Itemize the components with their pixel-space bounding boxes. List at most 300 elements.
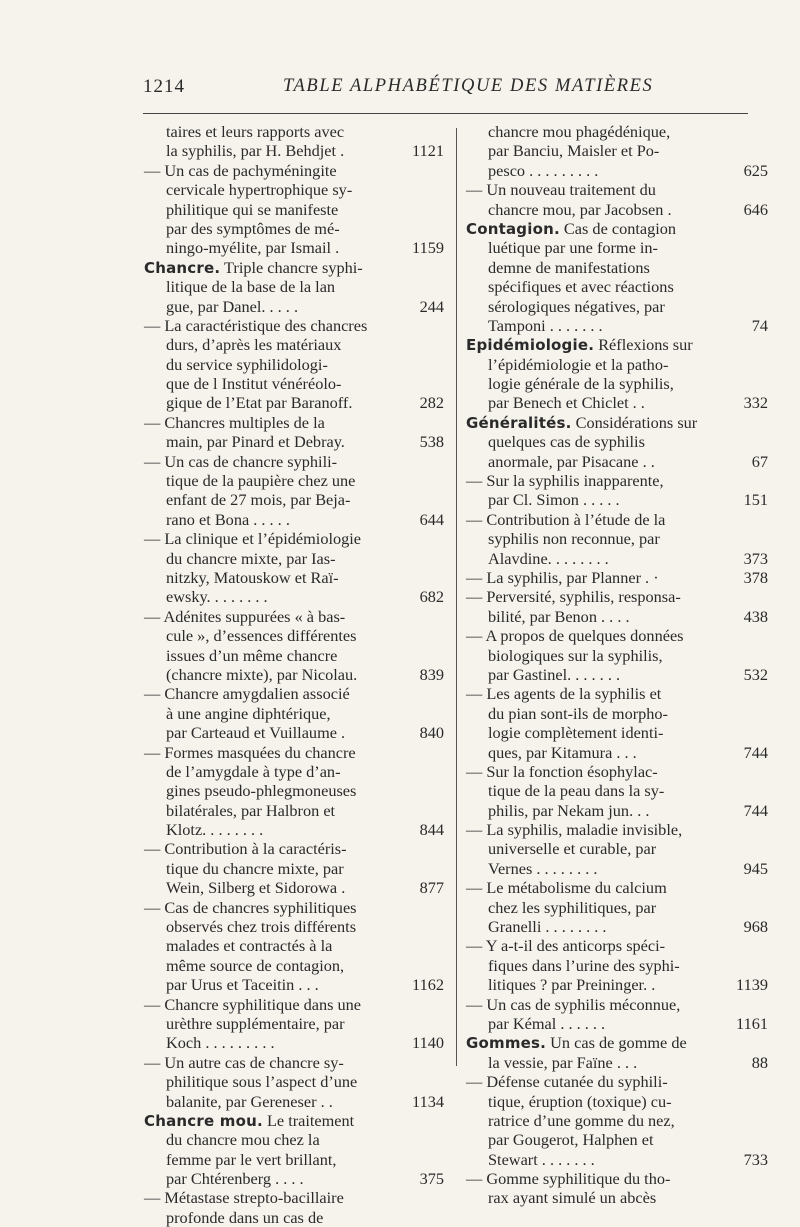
entry-line xyxy=(466,878,768,897)
page-reference: 744 xyxy=(743,742,768,762)
index-entry xyxy=(144,316,444,413)
index-entry xyxy=(144,529,444,607)
entry-line xyxy=(466,413,768,432)
entry-line xyxy=(144,1150,444,1169)
entry-text: logie générale de la syphilis, xyxy=(488,374,674,394)
entry-text: cervicale hypertrophique sy- xyxy=(166,180,353,200)
entry-text: ratrice d’une gomme du nez, xyxy=(488,1110,675,1130)
entry-text: philis, par Nekam jun. . . xyxy=(488,800,650,820)
index-entry xyxy=(466,587,768,626)
entry-text: — Les agents de la syphilis et xyxy=(466,684,662,704)
entry-text: gique de l’Etat par Baranoff. xyxy=(166,393,353,413)
entry-text: observés chez trois différents xyxy=(166,917,357,937)
entry-text: Triple chancre syphi- xyxy=(220,257,363,277)
entry-text: Vernes . . . . . . . . xyxy=(488,858,598,878)
entry-text: — Chancre syphilitique dans une xyxy=(144,994,362,1014)
entry-line xyxy=(466,258,768,277)
entry-text: par Benech et Chiclet . . xyxy=(488,393,645,413)
entry-text: — Un nouveau traitement du xyxy=(466,180,656,200)
entry-line xyxy=(466,936,768,955)
index-entry xyxy=(466,1072,768,1169)
index-entry xyxy=(466,684,768,762)
entry-line xyxy=(144,529,444,548)
entry-text: par Carteaud et Vuillaume . xyxy=(166,723,346,743)
page-reference: 646 xyxy=(743,199,768,219)
page-reference: 532 xyxy=(743,664,768,684)
page-reference: 1162 xyxy=(412,975,444,995)
entry-text: par Kémal . . . . . . xyxy=(488,1013,606,1033)
page-reference: 375 xyxy=(419,1169,444,1189)
entry-line xyxy=(144,762,444,781)
entry-line xyxy=(466,393,768,412)
entry-line xyxy=(466,141,768,160)
entry-text: que de l Institut vénéréolo- xyxy=(166,374,342,394)
page-number: 1214 xyxy=(143,76,185,97)
entry-text: Granelli . . . . . . . . xyxy=(488,917,607,937)
entry-text: ewsky. . . . . . . . xyxy=(166,587,268,607)
entry-line xyxy=(144,587,444,606)
entry-line xyxy=(466,297,768,316)
entry-line xyxy=(144,665,444,684)
entry-line xyxy=(144,1033,444,1052)
entry-line xyxy=(144,122,444,141)
entry-text: la syphilis, par H. Behdjet . xyxy=(166,141,345,161)
entry-line xyxy=(466,335,768,354)
entry-keyword: Généralités. xyxy=(466,413,572,432)
entry-line xyxy=(466,1072,768,1091)
entry-line xyxy=(466,316,768,335)
entry-text: biologiques sur la syphilis, xyxy=(488,645,663,665)
entry-text: chancre mou phagédénique, xyxy=(488,122,671,141)
entry-line xyxy=(144,258,444,277)
entry-line xyxy=(466,374,768,393)
entry-line xyxy=(144,995,444,1014)
entry-line xyxy=(466,1169,768,1188)
entry-text: issues d’un même chancre xyxy=(166,645,338,665)
entry-text: — Chancre amygdalien associé xyxy=(144,684,350,704)
entry-text: par Urus et Taceitin . . . xyxy=(166,975,319,995)
entry-line xyxy=(466,762,768,781)
entry-line xyxy=(466,898,768,917)
entry-text: syphilis non reconnue, par xyxy=(488,529,660,549)
header-rule xyxy=(143,113,748,114)
page-reference: 844 xyxy=(419,820,444,840)
entry-keyword: Gommes. xyxy=(466,1034,547,1053)
entry-text: bilatérales, par Halbron et xyxy=(166,800,336,820)
entry-line xyxy=(466,529,768,548)
entry-text: rax ayant simulé un abcès xyxy=(488,1188,657,1208)
entry-line xyxy=(144,975,444,994)
entry-text: — La clinique et l’épidémiologie xyxy=(144,529,362,549)
entry-line xyxy=(144,374,444,393)
page-reference: 373 xyxy=(743,548,768,568)
page-reference: 744 xyxy=(743,800,768,820)
entry-line xyxy=(466,180,768,199)
entry-line xyxy=(466,568,768,587)
entry-text: — Gomme syphilitique du tho- xyxy=(466,1169,671,1189)
entry-line xyxy=(144,471,444,490)
entry-text: (chancre mixte), par Nicolau. xyxy=(166,664,358,684)
entry-text: philitique qui se manifeste xyxy=(166,199,339,219)
entry-text: rano et Bona . . . . . xyxy=(166,509,290,529)
index-entry xyxy=(144,1111,444,1189)
entry-line xyxy=(466,917,768,936)
entry-text: — Contribution à la caractéris- xyxy=(144,839,347,859)
entry-line xyxy=(466,859,768,878)
entry-line xyxy=(466,626,768,645)
index-entry xyxy=(466,626,768,684)
index-entry xyxy=(466,568,768,587)
entry-text: litique de la base de la lan xyxy=(166,277,336,297)
index-entry xyxy=(466,936,768,994)
entry-line xyxy=(144,413,444,432)
index-entry xyxy=(466,471,768,510)
entry-text: — Métastase strepto-bacillaire xyxy=(144,1188,344,1208)
entry-text: — Contribution à l’étude de la xyxy=(466,509,666,529)
running-title: TABLE ALPHABÉTIQUE DES MATIÈRES xyxy=(283,76,654,96)
entry-text: anormale, par Pisacane . . xyxy=(488,451,655,471)
page-reference: 1139 xyxy=(736,975,768,995)
entry-line xyxy=(144,1188,444,1207)
page-reference: 67 xyxy=(751,451,768,471)
entry-text: — Un autre cas de chancre sy- xyxy=(144,1052,344,1072)
entry-line xyxy=(466,995,768,1014)
index-entry xyxy=(466,762,768,820)
entry-text: Koch . . . . . . . . . xyxy=(166,1033,275,1053)
entry-text: Cas de contagion xyxy=(559,218,677,238)
entry-text: quelques cas de syphilis xyxy=(488,432,645,452)
index-entry xyxy=(144,607,444,685)
entry-line xyxy=(144,452,444,471)
index-entry xyxy=(144,258,444,316)
entry-line xyxy=(144,200,444,219)
entry-line xyxy=(144,510,444,529)
entry-line xyxy=(144,646,444,665)
page-reference: 74 xyxy=(751,315,768,335)
entry-line xyxy=(466,1053,768,1072)
page-reference: 1134 xyxy=(412,1091,444,1111)
entry-text: — Adénites suppurées « à bas- xyxy=(144,606,346,626)
page-reference: 877 xyxy=(419,878,444,898)
entry-keyword: Contagion. xyxy=(466,219,560,238)
entry-line xyxy=(144,684,444,703)
entry-line xyxy=(466,238,768,257)
entry-text: demne de manifestations xyxy=(488,257,650,277)
left-column xyxy=(144,122,444,1227)
entry-line xyxy=(466,820,768,839)
entry-text: taires et leurs rapports avec xyxy=(166,122,345,141)
entry-text: malades et contractés à la xyxy=(166,936,333,956)
page-reference: 332 xyxy=(743,393,768,413)
entry-line xyxy=(144,878,444,897)
entry-text: urèthre supplémentaire, par xyxy=(166,1013,345,1033)
entry-text: Alavdine. . . . . . . . xyxy=(488,548,609,568)
entry-text: par Chtérenberg . . . . xyxy=(166,1169,304,1189)
index-entry xyxy=(466,820,768,878)
entry-line xyxy=(466,665,768,684)
entry-text: — Un cas de pachyméningite xyxy=(144,160,337,180)
index-entry xyxy=(144,743,444,840)
entry-text: Le traitement xyxy=(262,1110,355,1130)
entry-line xyxy=(466,839,768,858)
entry-text: fiques dans l’urine des syphi- xyxy=(488,955,680,975)
entry-line xyxy=(466,200,768,219)
index-entry xyxy=(144,452,444,530)
entry-text: — Le métabolisme du calcium xyxy=(466,878,667,898)
page-reference: 538 xyxy=(419,432,444,452)
entry-text: profonde dans un cas de xyxy=(166,1207,324,1227)
index-entry xyxy=(466,219,768,335)
entry-line xyxy=(466,1014,768,1033)
entry-text: Réflexions sur xyxy=(594,335,693,355)
entry-text: — Formes masquées du chancre xyxy=(144,742,356,762)
entry-text: — Un cas de chancre syphili- xyxy=(144,451,338,471)
entry-text: du service syphilidologi- xyxy=(166,354,328,374)
entry-text: — Défense cutanée du syphili- xyxy=(466,1072,668,1092)
entry-text: à une angine diphtérique, xyxy=(166,703,331,723)
index-entry xyxy=(466,335,768,413)
page-header xyxy=(143,76,748,102)
entry-line xyxy=(466,1111,768,1130)
entry-line xyxy=(144,743,444,762)
entry-text: sérologiques négatives, par xyxy=(488,296,665,316)
index-entry xyxy=(144,898,444,995)
entry-line xyxy=(144,180,444,199)
entry-text: tique de la peau dans la sy- xyxy=(488,781,665,801)
page-reference: 682 xyxy=(419,587,444,607)
entry-line xyxy=(144,1208,444,1227)
entry-line xyxy=(144,839,444,858)
entry-line xyxy=(144,723,444,742)
entry-line xyxy=(144,490,444,509)
entry-text: du pian sont-ils de morpho- xyxy=(488,703,668,723)
entry-line xyxy=(466,684,768,703)
entry-text: la vessie, par Faïne . . . xyxy=(488,1052,638,1072)
entry-text: cule », d’essences différentes xyxy=(166,626,357,646)
page-reference: 1159 xyxy=(412,238,444,258)
page-reference: 968 xyxy=(743,917,768,937)
entry-line xyxy=(466,723,768,742)
entry-text: bilité, par Benon . . . . xyxy=(488,606,630,626)
index-entry xyxy=(466,1033,768,1072)
entry-text: Klotz. . . . . . . . xyxy=(166,820,264,840)
index-entry xyxy=(144,1188,444,1227)
entry-line xyxy=(144,297,444,316)
index-entry xyxy=(466,180,768,219)
entry-text: pesco . . . . . . . . . xyxy=(488,160,599,180)
entry-text: Un cas de gomme de xyxy=(546,1033,687,1053)
entry-line xyxy=(466,432,768,451)
entry-text: — Sur la syphilis inapparente, xyxy=(466,471,664,491)
entry-line xyxy=(144,393,444,412)
entry-line xyxy=(466,781,768,800)
index-entry xyxy=(144,684,444,742)
entry-line xyxy=(466,122,768,141)
entry-text: Stewart . . . . . . . xyxy=(488,1149,595,1169)
entry-text: — La syphilis, maladie invisible, xyxy=(466,820,683,840)
entry-text: par Cl. Simon . . . . . xyxy=(488,490,620,510)
entry-text: litiques ? par Preininger. . xyxy=(488,975,656,995)
entry-line xyxy=(466,704,768,723)
entry-line xyxy=(466,549,768,568)
entry-line xyxy=(466,607,768,626)
entry-text: — Un cas de syphilis méconnue, xyxy=(466,994,681,1014)
entry-line xyxy=(144,956,444,975)
column-divider xyxy=(456,128,457,1066)
page-reference: 282 xyxy=(419,393,444,413)
index-entry xyxy=(144,413,444,452)
index-entry xyxy=(144,161,444,258)
entry-text: de l’amygdale à type d’an- xyxy=(166,761,341,781)
entry-line xyxy=(144,161,444,180)
entry-text: Tamponi . . . . . . . xyxy=(488,315,603,335)
entry-line xyxy=(144,704,444,723)
entry-line xyxy=(144,1014,444,1033)
entry-text: spécifiques et avec réactions xyxy=(488,277,674,297)
page-reference: 733 xyxy=(743,1149,768,1169)
index-entry xyxy=(466,1169,768,1208)
entry-line xyxy=(466,471,768,490)
entry-text: — A propos de quelques données xyxy=(466,626,684,646)
page-reference: 625 xyxy=(743,160,768,180)
page-reference: 151 xyxy=(743,490,768,510)
entry-line xyxy=(144,801,444,820)
right-column xyxy=(466,122,768,1208)
entry-text: luétique par une forme in- xyxy=(488,238,658,258)
index-entry xyxy=(144,1053,444,1111)
entry-text: logie complètement identi- xyxy=(488,723,664,743)
entry-line xyxy=(466,801,768,820)
entry-line xyxy=(144,316,444,335)
index-entry xyxy=(144,122,444,161)
entry-text: durs, d’après les matériaux xyxy=(166,335,342,355)
entry-line xyxy=(144,917,444,936)
entry-text: tique, éruption (toxique) cu- xyxy=(488,1091,672,1111)
entry-text: — La caractéristique des chancres xyxy=(144,315,368,335)
entry-keyword: Chancre mou. xyxy=(144,1111,263,1130)
entry-text: — Chancres multiples de la xyxy=(144,412,325,432)
entry-text: philitique sous l’aspect d’une xyxy=(166,1072,358,1092)
entry-line xyxy=(466,587,768,606)
entry-text: même source de contagion, xyxy=(166,955,345,975)
entry-text: — Sur la fonction ésophylac- xyxy=(466,761,658,781)
page-reference: 244 xyxy=(419,296,444,316)
entry-line xyxy=(466,452,768,471)
entry-line xyxy=(144,781,444,800)
entry-text: du chancre mixte, par Ias- xyxy=(166,548,336,568)
entry-line xyxy=(144,1111,444,1130)
entry-line xyxy=(466,510,768,529)
entry-line xyxy=(466,1130,768,1149)
entry-line xyxy=(466,1092,768,1111)
entry-text: par Gougerot, Halphen et xyxy=(488,1130,654,1150)
entry-text: par des symptômes de mé- xyxy=(166,218,340,238)
entry-line xyxy=(144,568,444,587)
entry-text: balanite, par Gereneser . . xyxy=(166,1091,333,1111)
entry-line xyxy=(144,1169,444,1188)
entry-text: — La syphilis, par Planner . · xyxy=(466,567,659,587)
entry-line xyxy=(466,219,768,238)
index-entry xyxy=(466,122,768,180)
entry-line xyxy=(144,355,444,374)
entry-text: universelle et curable, par xyxy=(488,839,657,859)
entry-line xyxy=(144,277,444,296)
page-reference: 1121 xyxy=(412,141,444,161)
entry-line xyxy=(144,607,444,626)
entry-text: — Cas de chancres syphilitiques xyxy=(144,897,357,917)
entry-line xyxy=(144,1053,444,1072)
entry-line xyxy=(466,646,768,665)
index-entry xyxy=(466,878,768,936)
entry-text: du chancre mou chez la xyxy=(166,1130,320,1150)
entry-text: nitzky, Matouskow et Raï- xyxy=(166,567,339,587)
entry-line xyxy=(144,1092,444,1111)
page-reference: 378 xyxy=(743,567,768,587)
entry-line xyxy=(144,1130,444,1149)
entry-text: — Y a-t-il des anticorps spéci- xyxy=(466,936,666,956)
entry-line xyxy=(466,1033,768,1052)
entry-line xyxy=(144,898,444,917)
page-reference: 839 xyxy=(419,664,444,684)
index-entry xyxy=(144,839,444,897)
entry-text: tique du chancre mixte, par xyxy=(166,858,344,878)
entry-keyword: Epidémiologie. xyxy=(466,336,595,355)
entry-text: chez les syphilitiques, par xyxy=(488,897,657,917)
entry-line xyxy=(144,335,444,354)
entry-text: Wein, Silberg et Sidorowa . xyxy=(166,878,346,898)
entry-line xyxy=(144,820,444,839)
entry-line xyxy=(466,975,768,994)
entry-line xyxy=(466,277,768,296)
entry-line xyxy=(466,490,768,509)
entry-text: ques, par Kitamura . . . xyxy=(488,742,637,762)
entry-text: — Perversité, syphilis, responsa- xyxy=(466,587,681,607)
entry-text: main, par Pinard et Debray. xyxy=(166,432,345,452)
entry-text: femme par le vert brillant, xyxy=(166,1149,337,1169)
entry-line xyxy=(144,549,444,568)
entry-line xyxy=(466,161,768,180)
index-entry xyxy=(466,510,768,568)
entry-text: gines pseudo-phlegmoneuses xyxy=(166,781,357,801)
index-entry xyxy=(466,413,768,471)
entry-line xyxy=(144,238,444,257)
entry-line xyxy=(144,936,444,955)
entry-line xyxy=(144,141,444,160)
entry-line xyxy=(466,743,768,762)
entry-text: l’épidémiologie et la patho- xyxy=(488,354,669,374)
entry-text: enfant de 27 mois, par Beja- xyxy=(166,490,351,510)
entry-line xyxy=(466,1150,768,1169)
page-reference: 438 xyxy=(743,606,768,626)
entry-line xyxy=(466,355,768,374)
page-reference: 644 xyxy=(419,509,444,529)
page-reference: 945 xyxy=(743,858,768,878)
entry-line xyxy=(144,859,444,878)
entry-text: Considérations sur xyxy=(571,412,698,432)
entry-text: ningo-myélite, par Ismail . xyxy=(166,238,340,258)
entry-text: chancre mou, par Jacobsen . xyxy=(488,199,672,219)
page-reference: 1140 xyxy=(412,1033,444,1053)
entry-line xyxy=(466,1188,768,1207)
page-reference: 840 xyxy=(419,723,444,743)
entry-line xyxy=(144,1072,444,1091)
entry-keyword: Chancre. xyxy=(144,258,221,277)
entry-line xyxy=(466,956,768,975)
entry-line xyxy=(144,626,444,645)
page-reference: 1161 xyxy=(736,1013,768,1033)
entry-line xyxy=(144,219,444,238)
entry-line xyxy=(144,432,444,451)
